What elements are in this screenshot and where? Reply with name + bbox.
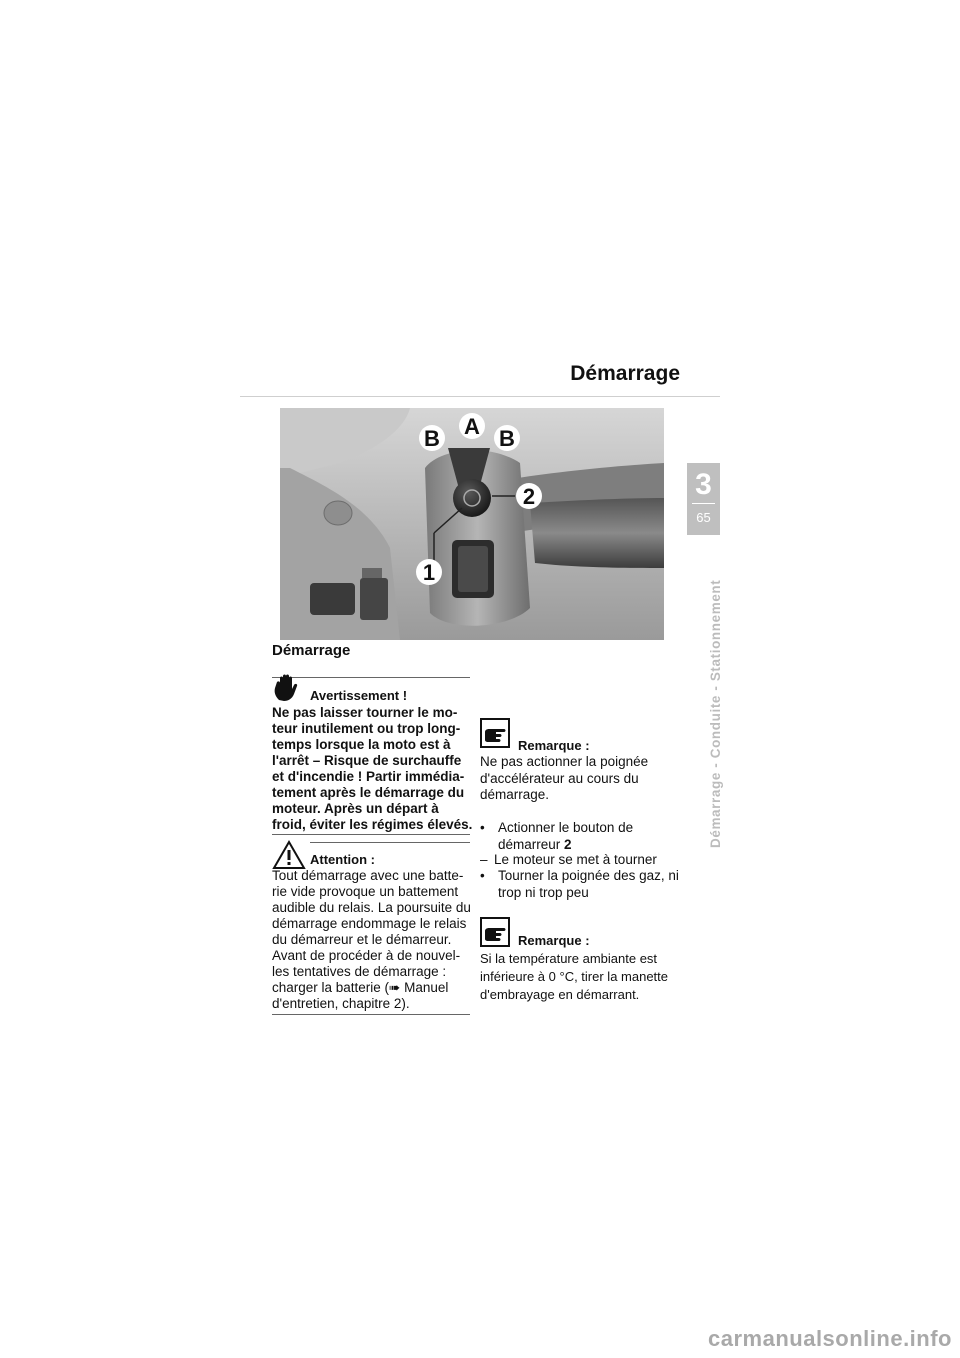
list-item (480, 820, 700, 854)
note1-line: d'accélérateur au cours du (480, 770, 639, 786)
warning-line: moteur. Après un départ à (272, 801, 439, 816)
attention-title: Attention : (310, 852, 375, 867)
step-text (498, 868, 708, 901)
attention-line: démarrage endommage le relais (272, 916, 467, 931)
svg-text:1: 1 (422, 560, 436, 585)
bullet: • (480, 868, 485, 883)
label-b-right (494, 425, 520, 451)
chapter-tab-divider (692, 503, 715, 504)
list-item (480, 852, 700, 869)
warning-line: temps lorsque la moto est à (272, 737, 451, 752)
note2-line: Si la température ambiante est (480, 951, 658, 966)
warning-line: l'arrêt – Risque de surchauffe (272, 753, 462, 768)
attention-line: d'entretien, chapitre 2). (272, 996, 410, 1011)
svg-text:2: 2 (522, 484, 536, 509)
attention-bottom-rule (272, 1014, 470, 1015)
warning-line: teur inutilement ou trop long- (272, 721, 461, 736)
attention-line: du démarreur et le démarreur. (272, 932, 452, 947)
chapter-side-title-text: Démarrage - Conduite - Stationnement (708, 579, 723, 848)
note1-text (480, 754, 690, 804)
svg-text:A: A (464, 414, 480, 439)
step-line: Le moteur se met à tourner (494, 852, 657, 867)
chapter-number: 3 (695, 468, 712, 501)
attention-top-rule (310, 842, 470, 843)
note2-line: inférieure à 0 °C, tirer la manette (480, 969, 669, 984)
step-line: trop ni trop peu (498, 884, 589, 900)
step-line: Actionner le bouton de (498, 820, 634, 835)
attention-line: rie vide provoque un battement (272, 884, 459, 899)
step-text (498, 820, 708, 853)
pointing-hand-icon (480, 917, 510, 947)
warning-title: Avertissement ! (310, 688, 408, 703)
label-b-left (419, 425, 445, 451)
svg-text:B: B (424, 426, 440, 451)
step-ref: 2 (564, 836, 572, 852)
warning-line: froid, éviter les régimes élevés. (272, 817, 473, 832)
page-number: 65 (696, 510, 711, 525)
attention-text (272, 868, 477, 1012)
attention-line: Tout démarrage avec une batte- (272, 868, 464, 883)
note2-title: Remarque : (518, 933, 590, 948)
watermark: carmanualsonline.info (708, 1326, 952, 1351)
warning-top-rule (272, 677, 470, 678)
note1-line: Ne pas actionner la poignée (480, 754, 649, 769)
label-2 (516, 483, 542, 509)
dash: – (480, 852, 488, 867)
attention-line: les tentatives de démarrage : (272, 964, 447, 979)
note2-text (480, 950, 695, 1004)
list-item (480, 868, 700, 902)
title-divider (240, 396, 720, 397)
note2-line: d'embrayage en démarrant. (480, 987, 640, 1002)
warning-text (272, 705, 482, 833)
warning-line: et d'incendie ! Partir immédia- (272, 769, 465, 784)
step-line: Tourner la poignée des gaz, ni (498, 868, 679, 883)
svg-text:B: B (499, 426, 515, 451)
pointing-hand-icon (480, 718, 510, 748)
warning-line: Ne pas laisser tourner le mo- (272, 705, 458, 720)
chapter-side-title (696, 548, 723, 848)
step-line: démarreur (498, 836, 565, 852)
section-heading: Démarrage (272, 642, 351, 659)
page-title: Démarrage (570, 362, 680, 385)
label-a (459, 413, 485, 439)
hand-stop-icon (272, 672, 300, 702)
bullet: • (480, 820, 485, 835)
note1-line: démarrage. (480, 787, 550, 802)
warning-bottom-rule (272, 834, 470, 835)
note1-title: Remarque : (518, 738, 590, 753)
label-1 (416, 559, 442, 585)
warning-line: tement après le démarrage du (272, 785, 465, 800)
attention-line: audible du relais. La poursuite du (272, 900, 471, 915)
attention-line: charger la batterie (➠ Manuel (272, 980, 449, 995)
step-line-with-ref (498, 837, 708, 854)
attention-line: Avant de procéder à de nouvel- (272, 948, 461, 963)
warning-triangle-icon (272, 840, 306, 870)
handlebar-switch-photo (280, 408, 664, 640)
